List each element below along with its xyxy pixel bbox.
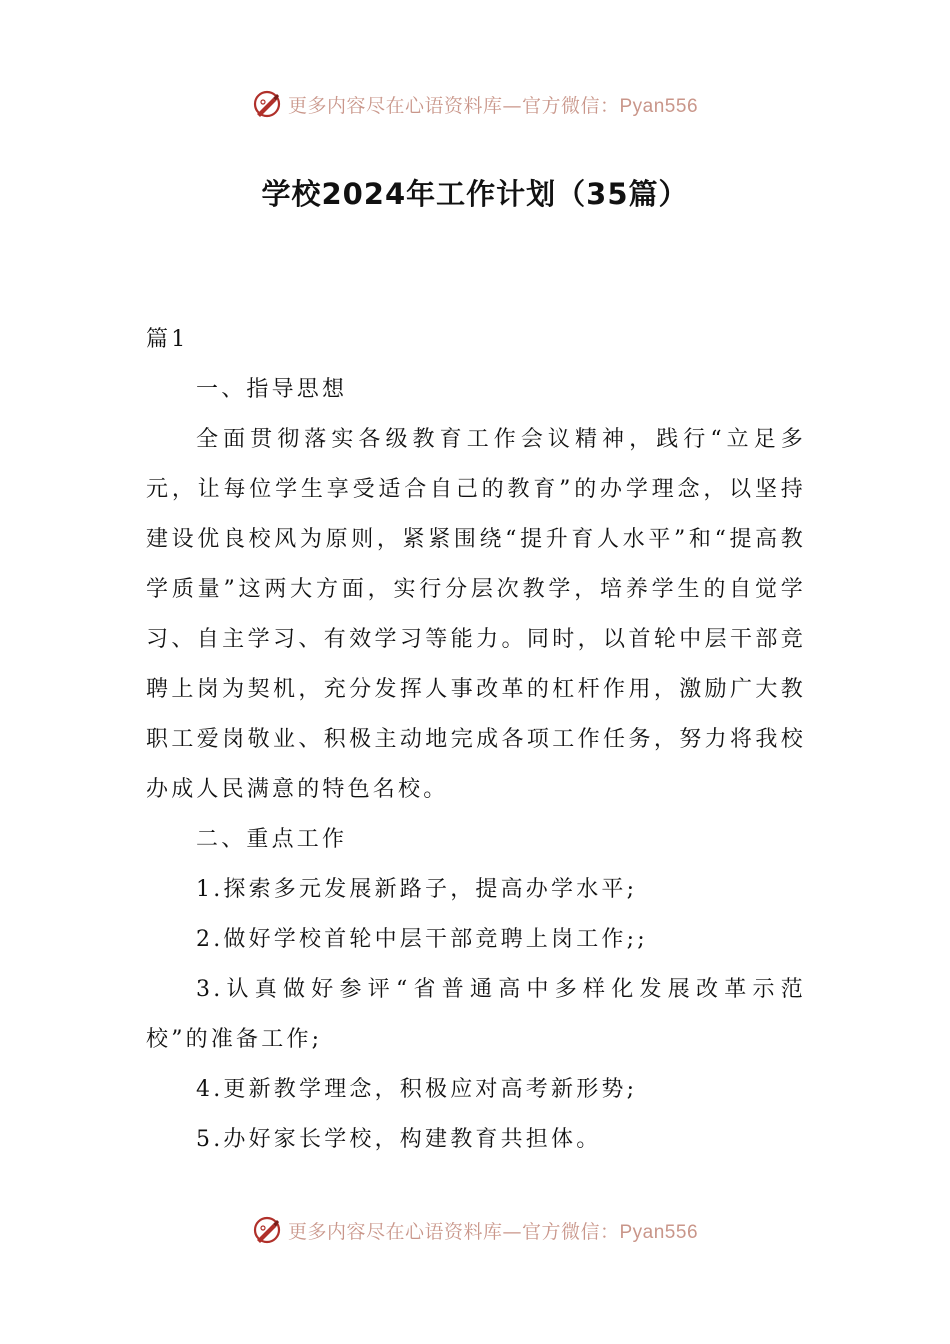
document-body: [146, 315, 806, 1165]
section-heading-guiding-ideology: 一、指导思想: [196, 377, 348, 402]
key-work-item-1: 1.探索多元发展新路子，提高办学水平;: [196, 877, 638, 902]
footer-watermark-text: [288, 1217, 698, 1244]
document-title: 学校2024年工作计划（35篇）: [261, 177, 689, 211]
key-work-item-5: 5.办好家长学校，构建教育共担体。: [196, 1127, 602, 1152]
pen-logo-icon: [252, 89, 282, 119]
header-watermark-label: 更多内容尽在心语资料库—官方微信：: [287, 94, 620, 117]
section-heading-key-work: 二、重点工作: [196, 827, 348, 852]
header-watermark-text: [288, 91, 698, 118]
key-work-item-3: 3.认真做好参评“省普通高中多样化发展改革示范校”的准备工作;: [146, 977, 806, 1052]
footer-watermark: [0, 1210, 950, 1250]
guiding-ideology-paragraph: 全面贯彻落实各级教育工作会议精神，践行“立足多元，让每位学生享受适合自己的教育”的办学理念，以坚持建设优良校风为原则，紧紧围绕“提升育人水平”和“提高教学质量”这两大方面，实行分层次教学，培养学生的自觉学习、自主学习、有效学习等能力。同时，以首轮中层干部竞聘上岗为契机，充分发挥人事改革的杠杆作用，激励广大教职工爱岗敬业、积极主动地完成各项工作任务，努力将我校办成人民满意的特色名校。: [146, 427, 806, 802]
key-work-item-2: 2.做好学校首轮中层干部竞聘上岗工作;;: [196, 927, 648, 952]
chapter-label: 篇1: [146, 327, 189, 352]
key-work-item-4: 4.更新教学理念，积极应对高考新形势;: [196, 1077, 638, 1102]
header-wechat-id: Pyan556: [619, 95, 699, 117]
footer-wechat-id: Pyan556: [619, 1221, 699, 1243]
header-watermark: [0, 84, 950, 124]
pen-logo-icon: [252, 1215, 282, 1245]
footer-watermark-label: 更多内容尽在心语资料库—官方微信：: [287, 1220, 620, 1243]
